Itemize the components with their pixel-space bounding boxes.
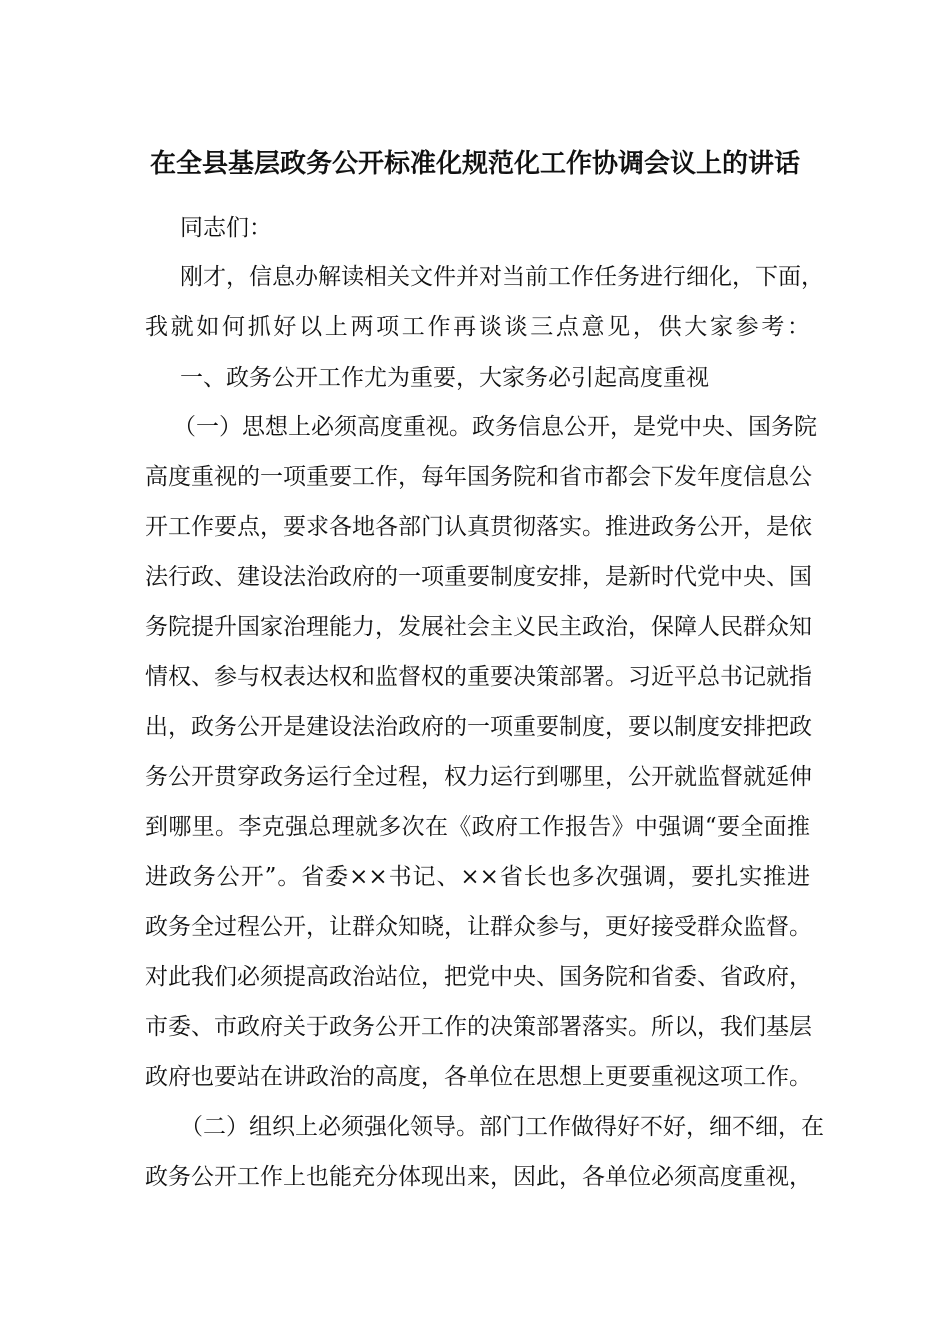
salutation: 同志们： <box>180 215 272 241</box>
paragraph-line: 务公开贯穿政务运行全过程，权力运行到哪里，公开就监督就延伸 <box>145 764 812 790</box>
paragraph-line: 对此我们必须提高政治站位，把党中央、国务院和省委、省政府， <box>145 964 812 990</box>
paragraph-line: 刚才，信息办解读相关文件并对当前工作任务进行细化，下面， <box>180 264 824 290</box>
section-heading: 一、政务公开工作尤为重要，大家务必引起高度重视 <box>180 365 709 391</box>
document-title: 在全县基层政务公开标准化规范化工作协调会议上的讲话 <box>149 149 800 179</box>
paragraph-line: 法行政、建设法治政府的一项重要制度安排，是新时代党中央、国 <box>145 564 812 590</box>
paragraph-line: 进政务公开”。省委××书记、××省长也多次强调，要扎实推进 <box>145 864 810 890</box>
paragraph-line: 政务公开工作上也能充分体现出来，因此，各单位必须高度重视， <box>145 1164 812 1190</box>
paragraph-line: （一）思想上必须高度重视。政务信息公开，是党中央、国务院 <box>173 414 817 440</box>
paragraph-line: 务院提升国家治理能力，发展社会主义民主政治，保障人民群众知 <box>145 614 812 640</box>
paragraph-line: 高度重视的一项重要工作，每年国务院和省市都会下发年度信息公 <box>145 464 812 490</box>
paragraph-line: 出，政务公开是建设法治政府的一项重要制度，要以制度安排把政 <box>145 714 812 740</box>
paragraph-line: 开工作要点，要求各地各部门认真贯彻落实。推进政务公开，是依 <box>145 514 812 540</box>
paragraph-line: 政府也要站在讲政治的高度，各单位在思想上更要重视这项工作。 <box>145 1064 812 1090</box>
paragraph-line: 政务全过程公开，让群众知晓，让群众参与，更好接受群众监督。 <box>145 914 812 940</box>
paragraph-line: 市委、市政府关于政务公开工作的决策部署落实。所以，我们基层 <box>145 1014 812 1040</box>
paragraph-line: 情权、参与权表达权和监督权的重要决策部署。习近平总书记就指 <box>145 664 812 690</box>
paragraph-line: （二）组织上必须强化领导。部门工作做得好不好，细不细，在 <box>180 1114 824 1140</box>
paragraph-line: 到哪里。李克强总理就多次在《政府工作报告》中强调“要全面推 <box>145 814 810 840</box>
paragraph-line: 我就如何抓好以上两项工作再谈谈三点意见，供大家参考： <box>145 314 810 340</box>
